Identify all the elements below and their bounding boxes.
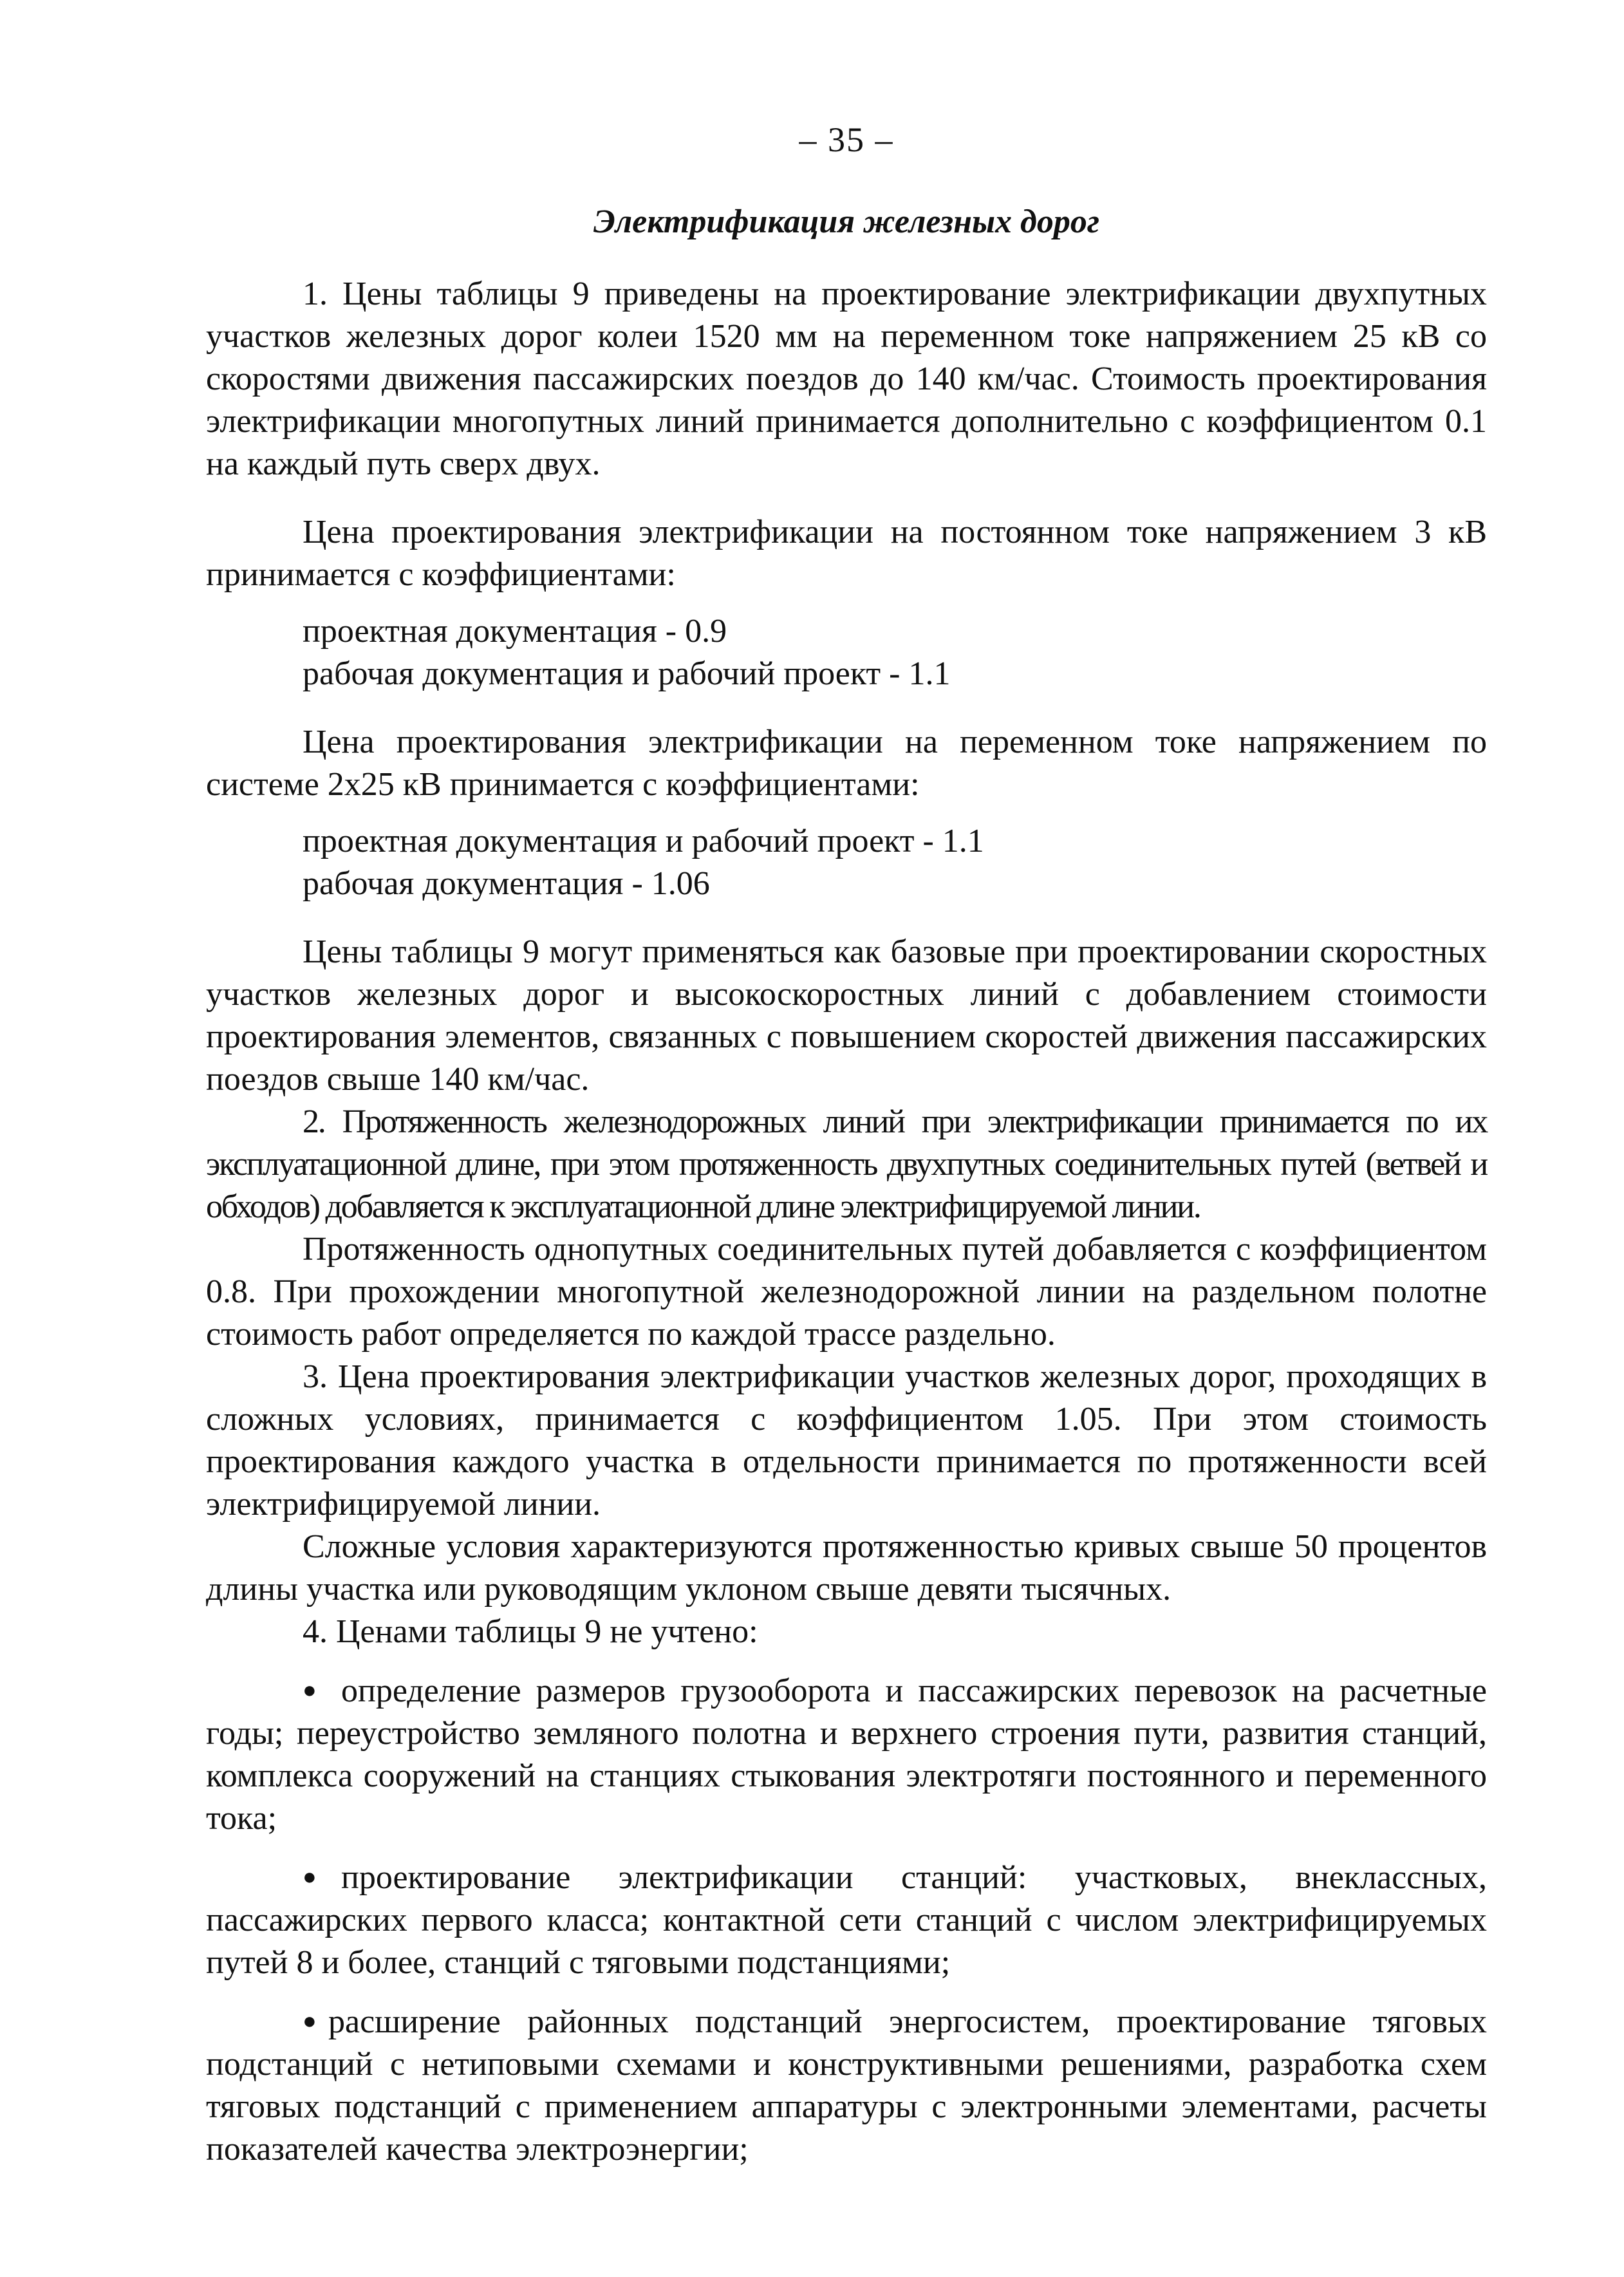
bullet-text: расширение районных подстанций энергосистем, проектирование тяговых подстанций с нетиповыми схемами и конструктивными решениями, разработка схем тяговых подстанций с применением аппаратуры с электронными элементами, расчеты показателей качества электроэнергии; (206, 2003, 1487, 2168)
paragraph-single-track: Протяженность однопутных соединительных путей добавляется с коэффициентом 0.8. При прохождении многопутной железнодорожной линии на раздельном полотне стоимость работ определяется по каждой трассе раздельно. (206, 1231, 1487, 1353)
coefficient-row: проектная документация - 0.9 (303, 613, 727, 650)
page-number: – 35 – (799, 120, 894, 159)
section-title: Электрификация железных дорог (593, 203, 1100, 240)
paragraph-4-not-included: 4. Ценами таблицы 9 не учтено: (303, 1613, 758, 1651)
paragraph-high-speed: Цены таблицы 9 могут применяться как базовые при проектировании скоростных участков железных дорог и высокоскоростных линий с добавлением стоимости проектирования элементов, связанных с повышением скоростей движения пассажирских поездов свыше 140 км/час. (206, 933, 1487, 1098)
bullet-dot-icon: ● (303, 1864, 317, 1890)
bullet-dot-icon: ● (303, 1677, 317, 1703)
bullet-dot-icon: ● (303, 2008, 317, 2034)
paragraph-2-length: 2. Протяженность железнодорожных линий при электрификации принимается по их эксплуатационной длине, при этом протяженность двухпутных соединительных путей (ветвей и обходов) добавляется к эксплуатационной длине электрифицируемой линии. (206, 1103, 1487, 1226)
paragraph-complex-conditions: Сложные условия характеризуются протяженностью кривых свыше 50 процентов длины участка или руководящим уклоном свыше девяти тысячных. (206, 1528, 1487, 1608)
coefficient-row: рабочая документация и рабочий проект - 1.1 (303, 655, 951, 693)
bullet-item (206, 2000, 1487, 2171)
paragraph-ac-voltage: Цена проектирования электрификации на переменном токе напряжением по системе 2х25 кВ принимается с коэффициентами: (206, 724, 1487, 803)
bullet-text: проектирование электрификации станций: участковых, внеклассных, пассажирских первого класса; контактной сети станций с числом электрифицируемых путей 8 и более, станций с тяговыми подстанциями; (206, 1859, 1487, 1982)
bullet-text: определение размеров грузооборота и пассажирских перевозок на расчетные годы; переустройство земляного полотна и верхнего строения пути, развития станций, комплекса сооружений на станциях стыкования электротяги постоянного и переменного тока; (206, 1673, 1487, 1837)
paragraph-3-complex: 3. Цена проектирования электрификации участков железных дорог, проходящих в сложных условиях, принимается с коэффициентом 1.05. При этом стоимость проектирования каждого участка в отдельности принимается по протяженности всей электрифицируемой линии. (206, 1358, 1487, 1523)
coefficients-dc-list (303, 610, 1487, 695)
coefficient-row: проектная документация и рабочий проект - 1.1 (303, 823, 984, 860)
document-page (206, 122, 1487, 2171)
bullet-item (206, 1855, 1487, 1984)
paragraph-dc-voltage: Цена проектирования электрификации на постоянном токе напряжением 3 кВ принимается с коэффициентами: (206, 514, 1487, 594)
coefficients-ac-list (303, 820, 1487, 905)
bullet-item (206, 1669, 1487, 1840)
paragraph-1: 1. Цены таблицы 9 приведены на проектирование электрификации двухпутных участков железных дорог колеи 1520 мм на переменном токе напряжением 25 кВ со скоростями движения пассажирских поездов до 140 км/час. Стоимость проектирования электрификации многопутных линий принимается дополнительно с коэффициентом 0.1 на каждый путь сверх двух. (206, 276, 1487, 483)
coefficient-row: рабочая документация - 1.06 (303, 865, 710, 903)
